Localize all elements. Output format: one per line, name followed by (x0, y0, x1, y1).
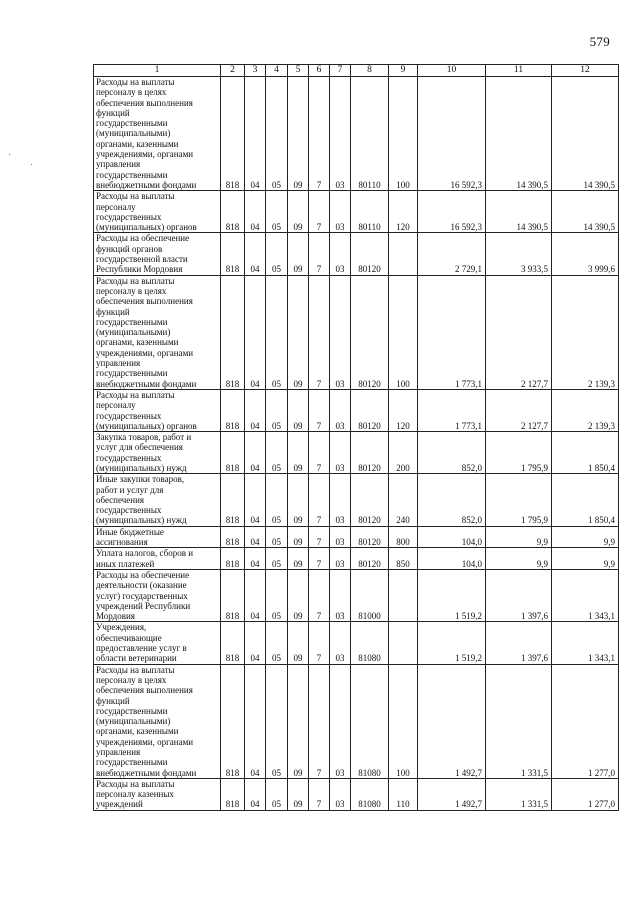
amount-year1-cell: 16 592,3 (418, 77, 486, 191)
section-cell: 04 (245, 77, 266, 191)
table-body (94, 77, 619, 811)
section-cell: 04 (245, 191, 266, 233)
amount-year3-cell: 1 850,4 (552, 474, 619, 526)
table-row (94, 389, 619, 431)
main-event-cell: 03 (330, 191, 351, 233)
section-cell: 04 (245, 622, 266, 664)
subprogram-cell: 7 (309, 569, 330, 621)
table-row (94, 77, 619, 191)
direction-cell: 80120 (351, 432, 389, 474)
section-cell: 04 (245, 526, 266, 548)
expense-type-cell: 110 (389, 778, 418, 810)
subprogram-cell: 7 (309, 77, 330, 191)
table-row (94, 275, 619, 389)
subsection-cell: 05 (266, 191, 288, 233)
table-row (94, 432, 619, 474)
row-name-cell: Расходы на выплаты персоналу в целях обеспечения выполнения функций государственными (муниципальными) органами, казенными учреждениями, органами управления государственными внебюджетными фондами (94, 77, 221, 191)
expense-type-cell (389, 622, 418, 664)
header-cell: 12 (552, 65, 619, 77)
amount-year2-cell: 14 390,5 (486, 191, 552, 233)
amount-year3-cell: 1 343,1 (552, 569, 619, 621)
header-cell: 1 (94, 65, 221, 77)
amount-year3-cell: 14 390,5 (552, 191, 619, 233)
admin-code-cell: 818 (221, 778, 245, 810)
amount-year3-cell: 1 850,4 (552, 432, 619, 474)
table-row (94, 778, 619, 810)
amount-year3-cell: 1 343,1 (552, 622, 619, 664)
amount-year2-cell: 1 397,6 (486, 569, 552, 621)
table-row (94, 548, 619, 570)
main-event-cell: 03 (330, 548, 351, 570)
page-number: 579 (589, 34, 610, 49)
main-event-cell: 03 (330, 569, 351, 621)
amount-year2-cell: 1 331,5 (486, 778, 552, 810)
amount-year2-cell: 9,9 (486, 548, 552, 570)
admin-code-cell: 818 (221, 275, 245, 389)
subprogram-cell: 7 (309, 622, 330, 664)
expense-type-cell (389, 233, 418, 275)
expense-type-cell: 240 (389, 474, 418, 526)
amount-year3-cell: 9,9 (552, 548, 619, 570)
admin-code-cell: 818 (221, 526, 245, 548)
amount-year3-cell: 1 277,0 (552, 778, 619, 810)
amount-year2-cell: 1 331,5 (486, 664, 552, 778)
subsection-cell: 05 (266, 778, 288, 810)
scan-mark: · (30, 160, 34, 171)
budget-table (93, 64, 619, 811)
main-event-cell: 03 (330, 77, 351, 191)
amount-year3-cell: 9,9 (552, 526, 619, 548)
section-cell: 04 (245, 233, 266, 275)
subprogram-cell: 7 (309, 526, 330, 548)
amount-year3-cell: 2 139,3 (552, 389, 619, 431)
program-cell: 09 (288, 77, 309, 191)
direction-cell: 80120 (351, 233, 389, 275)
program-cell: 09 (288, 526, 309, 548)
header-cell: 3 (245, 65, 266, 77)
header-cell: 9 (389, 65, 418, 77)
main-event-cell: 03 (330, 233, 351, 275)
amount-year2-cell: 14 390,5 (486, 77, 552, 191)
table-row (94, 664, 619, 778)
row-name-cell: Иные закупки товаров, работ и услуг для обеспечения государственных (муниципальных) нужд (94, 474, 221, 526)
admin-code-cell: 818 (221, 474, 245, 526)
section-cell: 04 (245, 548, 266, 570)
expense-type-cell: 120 (389, 191, 418, 233)
subsection-cell: 05 (266, 389, 288, 431)
program-cell: 09 (288, 191, 309, 233)
row-name-cell: Иные бюджетные ассигнования (94, 526, 221, 548)
main-event-cell: 03 (330, 275, 351, 389)
program-cell: 09 (288, 233, 309, 275)
subsection-cell: 05 (266, 622, 288, 664)
admin-code-cell: 818 (221, 548, 245, 570)
subsection-cell: 05 (266, 664, 288, 778)
subsection-cell: 05 (266, 432, 288, 474)
table-row (94, 622, 619, 664)
amount-year1-cell: 852,0 (418, 474, 486, 526)
admin-code-cell: 818 (221, 389, 245, 431)
admin-code-cell: 818 (221, 622, 245, 664)
direction-cell: 80120 (351, 548, 389, 570)
subsection-cell: 05 (266, 526, 288, 548)
amount-year2-cell: 3 933,5 (486, 233, 552, 275)
program-cell: 09 (288, 778, 309, 810)
subprogram-cell: 7 (309, 275, 330, 389)
amount-year1-cell: 104,0 (418, 526, 486, 548)
amount-year3-cell: 1 277,0 (552, 664, 619, 778)
amount-year1-cell: 852,0 (418, 432, 486, 474)
section-cell: 04 (245, 664, 266, 778)
subprogram-cell: 7 (309, 432, 330, 474)
expense-type-cell: 200 (389, 432, 418, 474)
expense-type-cell: 100 (389, 77, 418, 191)
table-row (94, 474, 619, 526)
subprogram-cell: 7 (309, 664, 330, 778)
program-cell: 09 (288, 275, 309, 389)
table-row (94, 191, 619, 233)
row-name-cell: Учреждения, обеспечивающие предоставление услуг в области ветеринарии (94, 622, 221, 664)
subprogram-cell: 7 (309, 474, 330, 526)
amount-year1-cell: 1 492,7 (418, 664, 486, 778)
program-cell: 09 (288, 664, 309, 778)
header-cell: 4 (266, 65, 288, 77)
section-cell: 04 (245, 432, 266, 474)
direction-cell: 80120 (351, 526, 389, 548)
scan-mark: · (8, 150, 12, 161)
amount-year2-cell: 1 397,6 (486, 622, 552, 664)
direction-cell: 80120 (351, 389, 389, 431)
subprogram-cell: 7 (309, 778, 330, 810)
table-row (94, 233, 619, 275)
amount-year2-cell: 9,9 (486, 526, 552, 548)
subprogram-cell: 7 (309, 389, 330, 431)
amount-year1-cell: 16 592,3 (418, 191, 486, 233)
subsection-cell: 05 (266, 275, 288, 389)
header-cell: 2 (221, 65, 245, 77)
section-cell: 04 (245, 275, 266, 389)
header-cell: 5 (288, 65, 309, 77)
expense-type-cell: 800 (389, 526, 418, 548)
table-row (94, 526, 619, 548)
main-event-cell: 03 (330, 778, 351, 810)
row-name-cell: Расходы на обеспечение функций органов государственной власти Республики Мордовия (94, 233, 221, 275)
header-cell: 7 (330, 65, 351, 77)
amount-year3-cell: 3 999,6 (552, 233, 619, 275)
subsection-cell: 05 (266, 569, 288, 621)
section-cell: 04 (245, 474, 266, 526)
row-name-cell: Расходы на выплаты персоналу государственных (муниципальных) органов (94, 389, 221, 431)
expense-type-cell: 100 (389, 275, 418, 389)
direction-cell: 80120 (351, 275, 389, 389)
subsection-cell: 05 (266, 233, 288, 275)
header-cell: 6 (309, 65, 330, 77)
amount-year1-cell: 1 492,7 (418, 778, 486, 810)
direction-cell: 81000 (351, 569, 389, 621)
amount-year1-cell: 1 519,2 (418, 569, 486, 621)
header-cell: 8 (351, 65, 389, 77)
amount-year1-cell: 1 773,1 (418, 275, 486, 389)
direction-cell: 80120 (351, 474, 389, 526)
expense-type-cell (389, 569, 418, 621)
direction-cell: 80110 (351, 77, 389, 191)
subsection-cell: 05 (266, 548, 288, 570)
program-cell: 09 (288, 569, 309, 621)
amount-year2-cell: 2 127,7 (486, 389, 552, 431)
amount-year2-cell: 1 795,9 (486, 474, 552, 526)
direction-cell: 80110 (351, 191, 389, 233)
amount-year1-cell: 1 773,1 (418, 389, 486, 431)
direction-cell: 81080 (351, 622, 389, 664)
expense-type-cell: 100 (389, 664, 418, 778)
subsection-cell: 05 (266, 474, 288, 526)
row-name-cell: Расходы на обеспечение деятельности (оказание услуг) государственных учреждений Республики Мордовия (94, 569, 221, 621)
admin-code-cell: 818 (221, 664, 245, 778)
main-event-cell: 03 (330, 526, 351, 548)
program-cell: 09 (288, 548, 309, 570)
row-name-cell: Уплата налогов, сборов и иных платежей (94, 548, 221, 570)
row-name-cell: Расходы на выплаты персоналу казенных учреждений (94, 778, 221, 810)
subprogram-cell: 7 (309, 233, 330, 275)
direction-cell: 81080 (351, 778, 389, 810)
amount-year3-cell: 14 390,5 (552, 77, 619, 191)
program-cell: 09 (288, 389, 309, 431)
admin-code-cell: 818 (221, 77, 245, 191)
amount-year2-cell: 2 127,7 (486, 275, 552, 389)
section-cell: 04 (245, 778, 266, 810)
section-cell: 04 (245, 389, 266, 431)
main-event-cell: 03 (330, 664, 351, 778)
program-cell: 09 (288, 474, 309, 526)
amount-year1-cell: 1 519,2 (418, 622, 486, 664)
amount-year1-cell: 2 729,1 (418, 233, 486, 275)
amount-year3-cell: 2 139,3 (552, 275, 619, 389)
main-event-cell: 03 (330, 389, 351, 431)
main-event-cell: 03 (330, 432, 351, 474)
admin-code-cell: 818 (221, 233, 245, 275)
section-cell: 04 (245, 569, 266, 621)
amount-year1-cell: 104,0 (418, 548, 486, 570)
table-row (94, 569, 619, 621)
admin-code-cell: 818 (221, 191, 245, 233)
main-event-cell: 03 (330, 474, 351, 526)
subprogram-cell: 7 (309, 548, 330, 570)
table-header-row (94, 65, 619, 77)
amount-year2-cell: 1 795,9 (486, 432, 552, 474)
row-name-cell: Расходы на выплаты персоналу в целях обеспечения выполнения функций государственными (муниципальными) органами, казенными учреждениями, органами управления государственными внебюджетными фондами (94, 664, 221, 778)
direction-cell: 81080 (351, 664, 389, 778)
program-cell: 09 (288, 622, 309, 664)
program-cell: 09 (288, 432, 309, 474)
admin-code-cell: 818 (221, 569, 245, 621)
row-name-cell: Закупка товаров, работ и услуг для обеспечения государственных (муниципальных) нужд (94, 432, 221, 474)
header-cell: 10 (418, 65, 486, 77)
header-cell: 11 (486, 65, 552, 77)
subsection-cell: 05 (266, 77, 288, 191)
row-name-cell: Расходы на выплаты персоналу государственных (муниципальных) органов (94, 191, 221, 233)
expense-type-cell: 120 (389, 389, 418, 431)
expense-type-cell: 850 (389, 548, 418, 570)
subprogram-cell: 7 (309, 191, 330, 233)
row-name-cell: Расходы на выплаты персоналу в целях обеспечения выполнения функций государственными (муниципальными) органами, казенными учреждениями, органами управления государственными внебюджетными фондами (94, 275, 221, 389)
admin-code-cell: 818 (221, 432, 245, 474)
main-event-cell: 03 (330, 622, 351, 664)
